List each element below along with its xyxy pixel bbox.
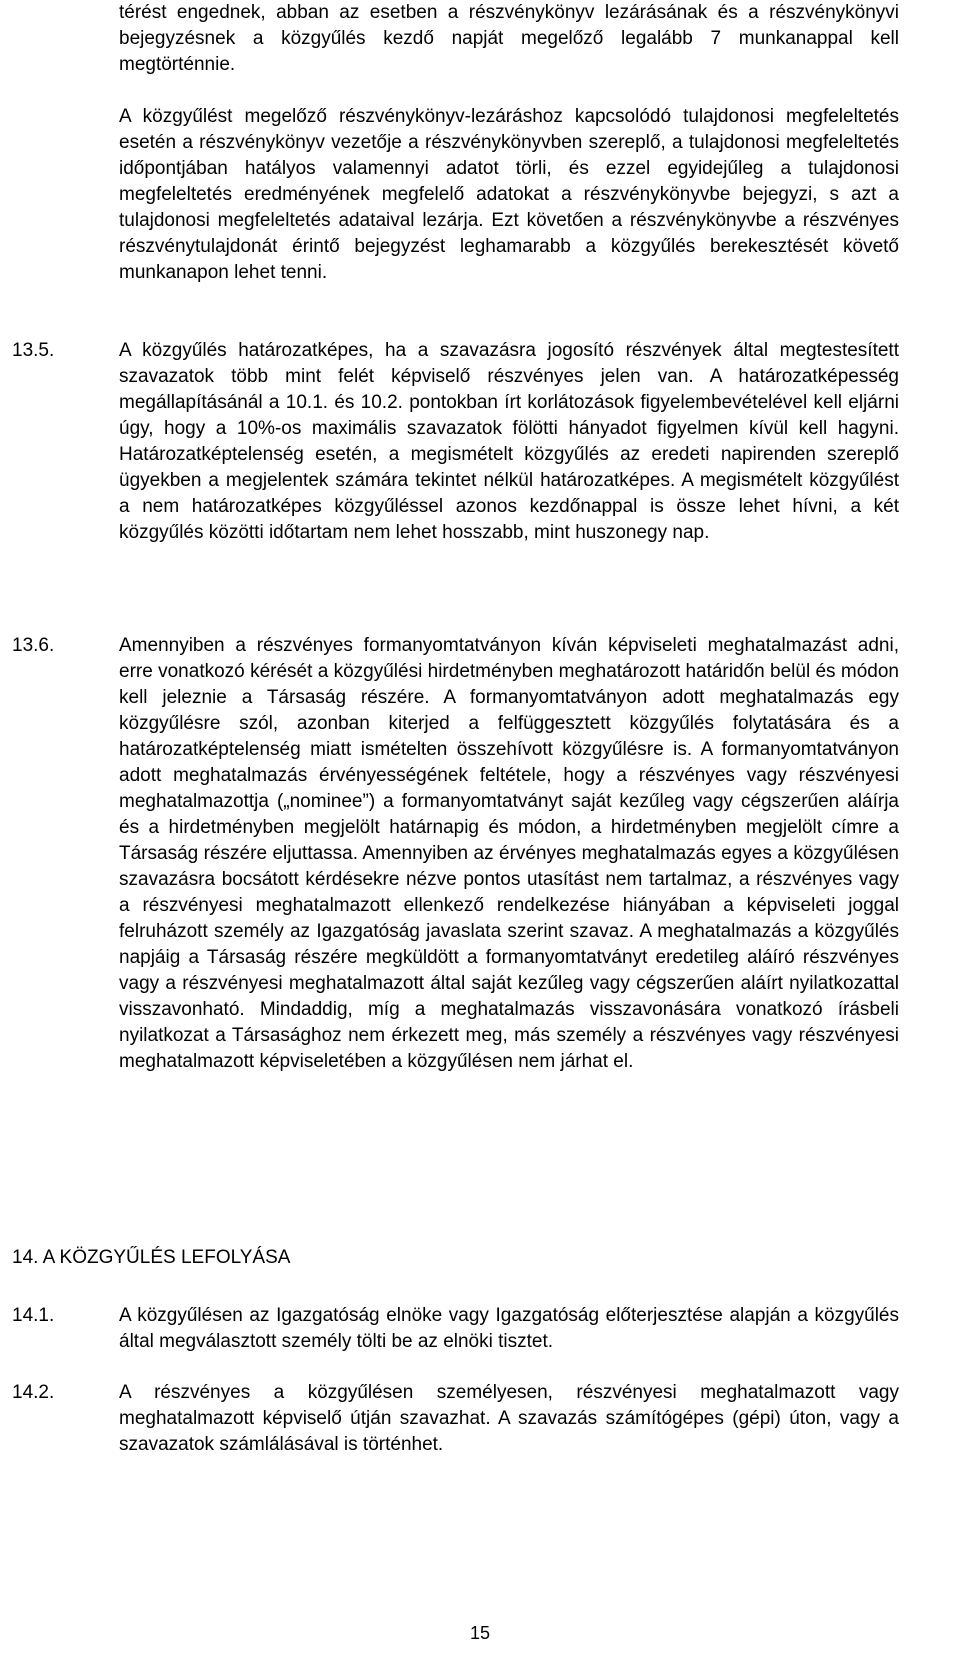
section-text-13-6: Amennyiben a részvényes formanyomtatványon kíván képviseleti meghatalmazást adni, erre vonatkozó kérését a közgyűlési hirdetményben meghatározott határidőn belül és módon kell jeleznie a Társaság részére. A formanyomtatványon adott meghatalmazás egy közgyűlésre szól, azonban kiterjed a felfüggesztett közgyűlés folytatására és a határozatképtelenség miatt ismételten összehívott közgyűlésre is. A formanyomtatványon adott meghatalmazás érvényességének feltétele, hogy a részvényes vagy részvényesi meghatalmazottja („nominee”) a formanyomtatványt saját kezűleg vagy cégszerűen aláírja és a hirdetményben megjelölt határnapig és módon, a hirdetményben megjelölt címre a Társaság részére eljuttassa. Amennyiben az érvényes meghatalmazás egyes a közgyűlésen szavazásra bocsátott kérdésekre nézve pontos utasítást nem tartalmaz, a részvényes vagy a részvényesi meghatalmazott ellenkező rendelkezése hiányában a képviseleti joggal felruházott személy az Igazgatóság javaslata szerint szavaz. A meghatalmazás a közgyűlés napjáig a Társaság részére megküldött a formanyomtatványt eredetileg aláíró részvényes vagy a részvényesi meghatalmazott által saját kezűleg vagy cégszerűen aláírt nyilatkozattal visszavonható. Mindaddig, míg a meghatalmazás visszavonására vonatkozó írásbeli nyilatkozat a Társasághoz nem érkezett meg, más személy a részvényes vagy részvényesi meghatalmazott képviseletében a közgyűlésen nem járhat el. — [119, 635, 899, 1072]
page-number: 15 — [469, 1623, 491, 1643]
chapter-heading: 14. A KÖZGYŰLÉS LEFOLYÁSA — [12, 1247, 291, 1268]
section-text-13-5: A közgyűlés határozatképes, ha a szavazásra jogosító részvények által megtestesített szavazatok több mint felét képviselő részvényes jelen van. A határozatképesség megállapításánál a 10.1. és 10.2. pontokban írt korlátozások figyelembevételével kell eljárni úgy, hogy a 10%-os maximális szavazatok fölötti hányadot figyelmen kívül kell hagyni. Határozatképtelenség esetén, a megismételt közgyűlés az eredeti napirenden szereplő ügyekben a megjelentek számára tekintet nélkül határozatképes. A megismételt közgyűlést a nem határozatképes közgyűléssel azonos kezdőnappal is össze lehet hívni, a két közgyűlés közötti időtartam nem lehet hosszabb, mint huszonegy nap. — [119, 340, 899, 543]
section-text-14-1: A közgyűlésen az Igazgatóság elnöke vagy Igazgatóság előterjesztése alapján a közgyűlés által megválasztott személy tölti be az elnöki tisztet. — [119, 1305, 899, 1352]
continuation-paragraph-1: térést engednek, abban az esetben a részvénykönyv lezárásának és a részvénykönyvi bejegyzésnek a közgyűlés kezdő napját megelőző legalább 7 munkanappal kell megtörténnie. — [119, 2, 899, 75]
section-number-13-5: 13.5. — [12, 340, 55, 361]
section-text-14-2: A részvényes a közgyűlésen személyesen, részvényesi meghatalmazott vagy meghatalmazott képviselő útján szavazhat. A szavazás számítógépes (gépi) úton, vagy a szavazatok számlálásával is történhet. — [119, 1382, 899, 1455]
section-number-13-6: 13.6. — [12, 635, 55, 656]
section-number-14-1: 14.1. — [12, 1305, 55, 1326]
section-number-14-2: 14.2. — [12, 1382, 55, 1403]
continuation-paragraph-2: A közgyűlést megelőző részvénykönyv-lezáráshoz kapcsolódó tulajdonosi megfeleltetés esetén a részvénykönyv vezetője a részvénykönyvben szereplő, a tulajdonosi megfeleltetés időpontjában hatályos valamennyi adatot törli, és ezzel egyidejűleg a tulajdonosi megfeleltetés eredményének megfelelő adatokat a részvénykönyvbe bejegyzi, s azt a tulajdonosi megfeleltetés adataival lezárja. Ezt követően a részvénykönyvbe a részvényes részvénytulajdonát érintő bejegyzést leghamarabb a közgyűlés berekesztését követő munkanapon lehet tenni. — [119, 106, 899, 283]
